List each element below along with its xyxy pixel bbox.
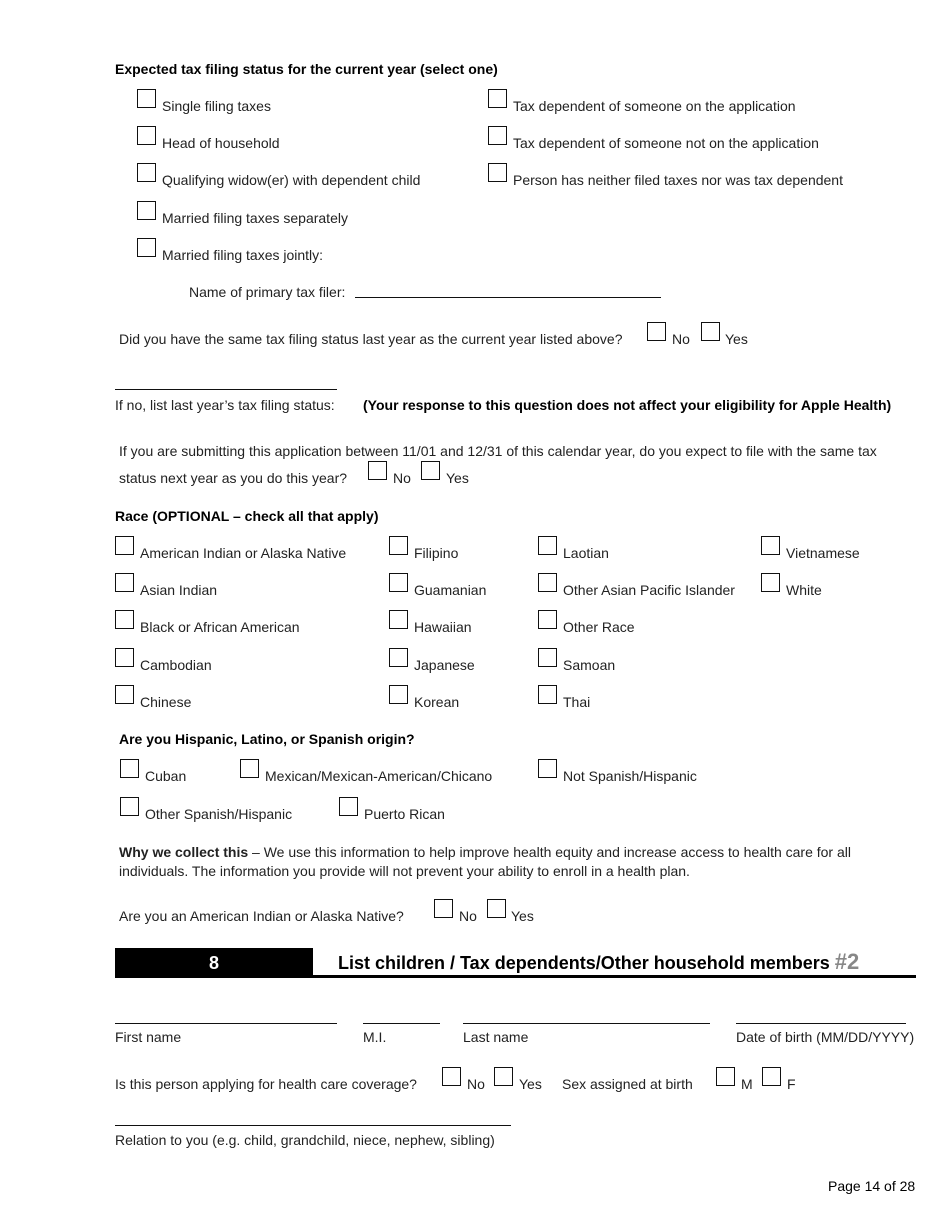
hispanic-checkbox[interactable] [120, 797, 139, 816]
neither-label: Person has neither filed taxes nor was tax dependent [513, 172, 843, 188]
sex-f-checkbox[interactable] [762, 1067, 781, 1086]
hispanic-checkbox[interactable] [120, 759, 139, 778]
dep-not-on-app-label: Tax dependent of someone not on the application [513, 135, 819, 151]
race-checkbox[interactable] [761, 573, 780, 592]
last-name-label: Last name [463, 1029, 529, 1045]
race-option: Chinese [140, 694, 192, 710]
why-collect-label: Why we collect this [119, 844, 249, 860]
page-number: Page 14 of 28 [828, 1178, 916, 1194]
race-option: Filipino [414, 545, 459, 561]
race-checkbox[interactable] [389, 536, 408, 555]
race-checkbox[interactable] [115, 610, 134, 629]
race-option: Black or African American [140, 619, 300, 635]
race-heading: Race (OPTIONAL – check all that apply) [115, 508, 379, 524]
hispanic-option: Puerto Rican [364, 806, 445, 822]
hispanic-checkbox[interactable] [339, 797, 358, 816]
married-separately-checkbox[interactable] [137, 201, 156, 220]
next-year-question-line2: status next year as you do this year? [119, 470, 348, 486]
widow-checkbox[interactable] [137, 163, 156, 182]
race-checkbox[interactable] [389, 648, 408, 667]
same-last-year-yes-label: Yes [725, 331, 748, 347]
widow-label: Qualifying widow(er) with dependent child [162, 172, 421, 188]
native-yes-checkbox[interactable] [487, 899, 506, 918]
race-option: Japanese [414, 657, 475, 673]
race-option: Other Race [563, 619, 635, 635]
applying-no-checkbox[interactable] [442, 1067, 461, 1086]
married-jointly-label: Married filing taxes jointly: [162, 247, 324, 263]
sex-label: Sex assigned at birth [562, 1076, 693, 1092]
mi-input[interactable] [363, 1023, 440, 1024]
dob-label: Date of birth (MM/DD/YYYY) [736, 1029, 915, 1045]
head-of-household-checkbox[interactable] [137, 126, 156, 145]
section-number: 8 [115, 948, 313, 978]
hispanic-checkbox[interactable] [240, 759, 259, 778]
race-option: Other Asian Pacific Islander [563, 582, 735, 598]
race-checkbox[interactable] [538, 685, 557, 704]
relation-input[interactable] [115, 1125, 511, 1126]
race-option: Samoan [563, 657, 616, 673]
last-name-input[interactable] [463, 1023, 710, 1024]
sex-m-checkbox[interactable] [716, 1067, 735, 1086]
primary-filer-input[interactable] [355, 297, 661, 298]
race-checkbox[interactable] [389, 685, 408, 704]
race-checkbox[interactable] [538, 536, 557, 555]
race-checkbox[interactable] [538, 573, 557, 592]
race-option: Vietnamese [786, 545, 860, 561]
next-year-yes-checkbox[interactable] [421, 461, 440, 480]
race-checkbox[interactable] [389, 573, 408, 592]
hispanic-option: Mexican/Mexican-American/Chicano [265, 768, 493, 784]
hispanic-option: Cuban [145, 768, 187, 784]
same-last-year-no-checkbox[interactable] [647, 322, 666, 341]
section-title-text: List children / Tax dependents/Other household members [338, 953, 835, 973]
race-option: Hawaiian [414, 619, 472, 635]
next-year-yes-label: Yes [446, 470, 469, 486]
race-checkbox[interactable] [115, 685, 134, 704]
race-checkbox[interactable] [115, 573, 134, 592]
hispanic-checkbox[interactable] [538, 759, 557, 778]
why-collect-text: – We use this information to help improve health equity and increase access to health care for all individuals. The information you provide will not prevent your ability to enroll in a health plan. [119, 844, 851, 879]
race-checkbox[interactable] [761, 536, 780, 555]
native-no-checkbox[interactable] [434, 899, 453, 918]
native-question: Are you an American Indian or Alaska Native? [119, 908, 404, 924]
first-name-input[interactable] [115, 1023, 337, 1024]
applying-yes-label: Yes [519, 1076, 542, 1092]
race-checkbox[interactable] [538, 648, 557, 667]
next-year-question-line1: If you are submitting this application between 11/01 and 12/31 of this calendar year, do you expect to file with the same tax [119, 443, 877, 459]
race-option: Thai [563, 694, 591, 710]
dep-on-app-label: Tax dependent of someone on the application [513, 98, 796, 114]
single-label: Single filing taxes [162, 98, 271, 114]
applying-yes-checkbox[interactable] [494, 1067, 513, 1086]
sex-m-label: M [741, 1076, 753, 1092]
mi-label: M.I. [363, 1029, 387, 1045]
next-year-no-checkbox[interactable] [368, 461, 387, 480]
hispanic-option: Not Spanish/Hispanic [563, 768, 697, 784]
section-rule [313, 975, 916, 978]
hispanic-option: Other Spanish/Hispanic [145, 806, 293, 822]
native-yes-label: Yes [511, 908, 534, 924]
eligibility-note: (Your response to this question does not affect your eligibility for Apple Health) [363, 397, 892, 413]
relation-label: Relation to you (e.g. child, grandchild, niece, nephew, sibling) [115, 1132, 495, 1148]
married-jointly-checkbox[interactable] [137, 238, 156, 257]
section-title [338, 950, 859, 975]
race-option: Korean [414, 694, 460, 710]
tax-status-heading: Expected tax filing status for the current year (select one) [115, 61, 498, 77]
race-option: Laotian [563, 545, 609, 561]
primary-filer-label: Name of primary tax filer: [189, 284, 346, 300]
race-checkbox[interactable] [115, 648, 134, 667]
last-year-status-input[interactable] [115, 389, 337, 390]
sex-f-label: F [787, 1076, 796, 1092]
hispanic-heading: Are you Hispanic, Latino, or Spanish origin? [119, 731, 415, 747]
next-year-no-label: No [393, 470, 411, 486]
race-option: Cambodian [140, 657, 212, 673]
race-checkbox[interactable] [538, 610, 557, 629]
same-last-year-yes-checkbox[interactable] [701, 322, 720, 341]
same-last-year-no-label: No [672, 331, 690, 347]
race-option: Guamanian [414, 582, 487, 598]
head-of-household-label: Head of household [162, 135, 280, 151]
dep-on-app-checkbox[interactable] [488, 89, 507, 108]
race-option: White [786, 582, 822, 598]
race-checkbox[interactable] [389, 610, 408, 629]
race-checkbox[interactable] [115, 536, 134, 555]
dob-input[interactable] [736, 1023, 906, 1024]
race-option: Asian Indian [140, 582, 218, 598]
member-number: #2 [834, 949, 860, 974]
neither-checkbox[interactable] [488, 163, 507, 182]
native-no-label: No [459, 908, 477, 924]
applying-no-label: No [467, 1076, 485, 1092]
why-collect-paragraph [119, 843, 879, 881]
single-checkbox[interactable] [137, 89, 156, 108]
dep-not-on-app-checkbox[interactable] [488, 126, 507, 145]
married-separately-label: Married filing taxes separately [162, 210, 348, 226]
race-option: American Indian or Alaska Native [140, 545, 347, 561]
same-last-year-question: Did you have the same tax filing status last year as the current year listed above? [119, 331, 623, 347]
last-year-status-label: If no, list last year’s tax filing status: [115, 397, 335, 413]
applying-question: Is this person applying for health care coverage? [115, 1076, 417, 1092]
first-name-label: First name [115, 1029, 182, 1045]
